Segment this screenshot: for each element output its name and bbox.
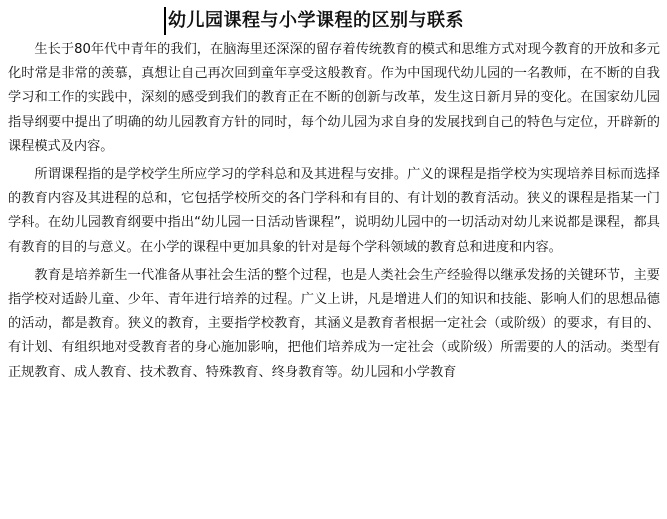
paragraph-education-definition: 教育是培养新生一代准备从事社会生活的整个过程，也是人类社会生产经验得以继承发扬的关键环节，主要指学校对适龄儿童、少年、青年进行培养的过程。广义上讲，凡是增进人们的知识和技能、影响人们的思想品德的活动，都是教育。狭义的教育，主要指学校教育，其涵义是教育者根据一定社会（或阶级）的要求，有目的、有计划、有组织地对受教育者的身心施加影响，把他们培养成为一定社会（或阶级）所需要的人的活动。类型有正规教育、成人教育、技术教育、特殊教育、终身教育等。幼儿园和小学教育 [8,267,660,380]
document-body [8,38,660,385]
text-cursor [164,7,166,35]
paragraph-curriculum-definition: 所谓课程指的是学校学生所应学习的学科总和及其进程与安排。广义的课程是指学校为实现培养目标而选择的教育内容及其进程的总和，它包括学校所交的各门学科和有目的、有计划的教育活动。狭义的课程是指某一门学科。在幼儿园教育纲要中指出“幼儿园一日活动皆课程”，说明幼儿园中的一切活动对幼儿来说都是课程，都具有教育的目的与意义。在小学的课程中更加具象的针对是每个学科领域的教育总和进度和内容。 [8,167,660,255]
paragraph-intro: 生长于80年代中青年的我们，在脑海里还深深的留存着传统教育的模式和思维方式对现今教育的开放和多元化时常是非常的羡慕，真想让自己再次回到童年享受这般教育。作为中国现代幼儿园的一名教师，在不断的自我学习和工作的实践中，深刻的感受到我们的教育正在不断的创新与改革，发生这日新月异的变化。在国家幼儿园指导纲要中提出了明确的幼儿园教育方针的同时，每个幼儿园为求自身的发展找到自己的特色与定位，开辟新的课程模式及内容。 [8,42,660,154]
document-title: 幼儿园课程与小学课程的区别与联系 [168,10,464,31]
